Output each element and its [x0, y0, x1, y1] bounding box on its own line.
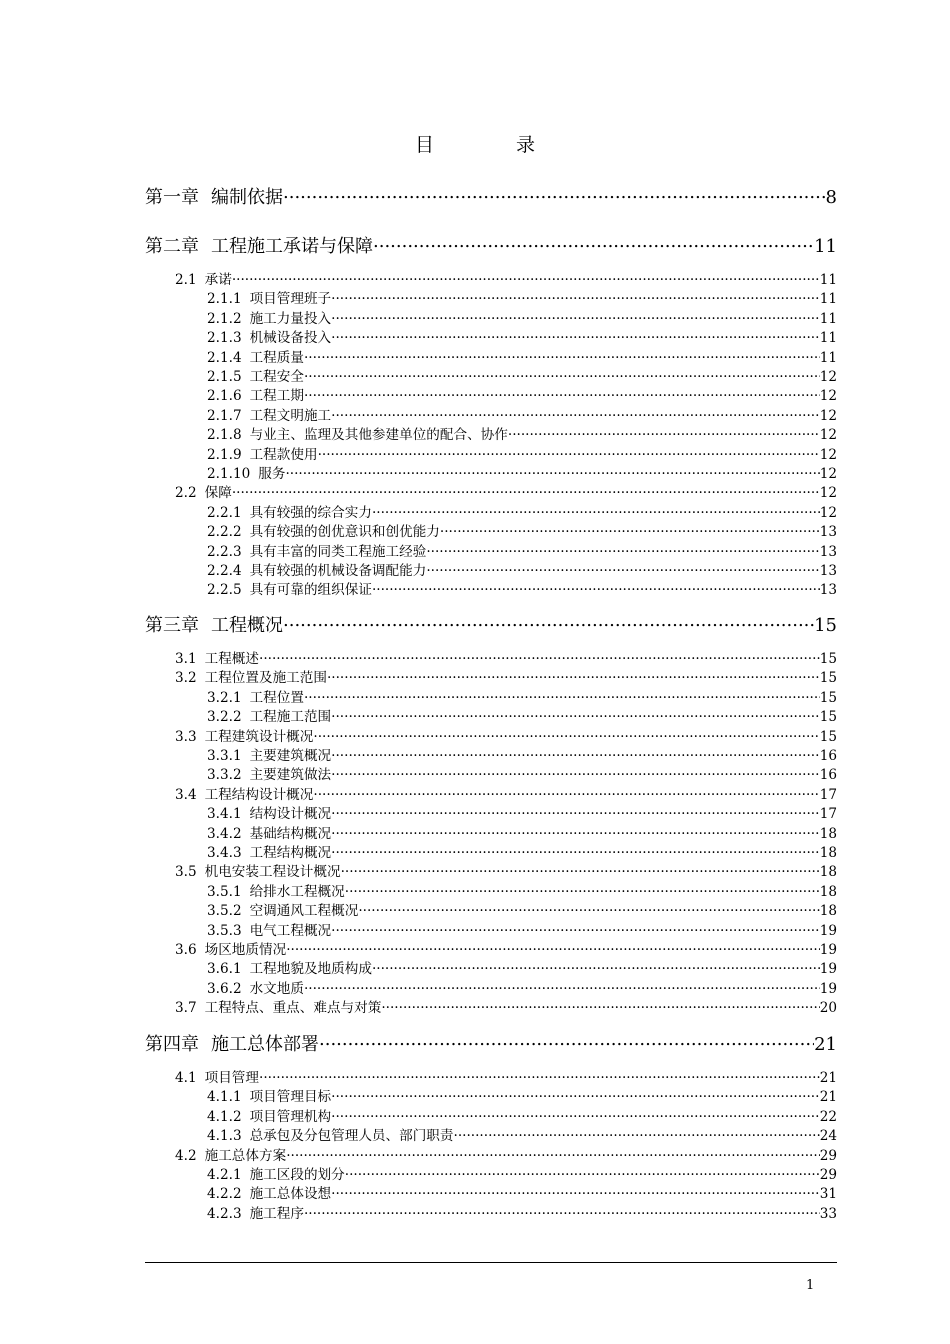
- toc-leader-dots: [283, 185, 826, 203]
- toc-entry-title: 工程安全: [249, 369, 304, 385]
- toc-entry-page: 17: [819, 786, 837, 803]
- toc-entry[interactable]: [145, 520, 837, 539]
- toc-entry-page: 33: [819, 1205, 837, 1222]
- toc-entry-title: 工程地貌及地质构成: [249, 961, 372, 978]
- toc-entry[interactable]: [145, 1202, 837, 1221]
- toc-entry-page: 21: [819, 1089, 837, 1106]
- toc-entry-page: 12: [819, 407, 837, 424]
- toc-entry-page: 11: [819, 291, 837, 308]
- toc-entry-number: 3.2: [175, 670, 197, 687]
- toc-entry[interactable]: [145, 423, 837, 442]
- toc-entry[interactable]: [145, 443, 837, 462]
- toc-leader-dots: [341, 863, 820, 877]
- toc-entry-title: 编制依据: [211, 187, 283, 208]
- toc-entry-number: 2.2.1: [207, 504, 242, 521]
- toc-entry-page: 15: [819, 709, 837, 726]
- toc-entry[interactable]: [145, 1085, 837, 1104]
- toc-entry[interactable]: [145, 1105, 837, 1124]
- toc-entry[interactable]: [145, 346, 837, 365]
- toc-entry-page: 13: [819, 543, 837, 560]
- toc-entry-number: 3.4.1: [207, 806, 242, 823]
- toc-entry-number: 2.2: [175, 485, 197, 502]
- toc-entry-number: 2.1.2: [207, 310, 242, 327]
- toc-entry[interactable]: [145, 287, 837, 306]
- toc-leader-dots: [286, 1146, 820, 1160]
- toc-entry-page: 12: [819, 485, 837, 502]
- toc-entry-number: 3.4: [175, 786, 197, 803]
- toc-entry-title: 工程施工承诺与保障: [211, 236, 373, 257]
- toc-entry[interactable]: [145, 611, 837, 637]
- toc-leader-dots: [331, 1185, 820, 1199]
- toc-leader-dots: [304, 1204, 820, 1218]
- toc-entry-title: 施工力量投入: [249, 310, 332, 327]
- toc-leader-dots: [426, 542, 819, 556]
- toc-entry[interactable]: [145, 647, 837, 666]
- toc-leader-dots: [327, 669, 820, 683]
- toc-entry-title: 总承包及分包管理人员、部门职责: [249, 1128, 454, 1145]
- toc-entry[interactable]: [145, 841, 837, 860]
- toc-entry-number: 3.6.1: [207, 961, 242, 978]
- toc-entry-page: 13: [819, 524, 837, 541]
- toc-entry-number: 2.1: [175, 272, 197, 288]
- toc-entry-number: 2.1.8: [207, 427, 242, 444]
- toc-entry-title: 工程结构设计概况: [204, 786, 314, 803]
- toc-entry-number: 2.1.7: [207, 407, 242, 424]
- toc-entry-title: 施工总体设想: [249, 1186, 332, 1203]
- toc-leader-dots: [286, 940, 820, 954]
- toc-entry[interactable]: [145, 1182, 837, 1201]
- toc-entry-number: 3.4.3: [207, 845, 242, 861]
- toc-entry-page: 12: [819, 369, 837, 385]
- toc-entry-number: 3.3.1: [207, 748, 242, 764]
- toc-entry-page: 15: [819, 651, 837, 667]
- toc-entry-number: 4.2.2: [207, 1186, 242, 1203]
- toc-leader-dots: [508, 426, 820, 440]
- toc-entry-number: 3.6.2: [207, 980, 242, 997]
- toc-entry-page: 12: [819, 388, 837, 405]
- page-number: 1: [806, 1278, 815, 1293]
- toc-leader-dots: [372, 503, 820, 517]
- toc-leader-dots: [331, 766, 820, 780]
- toc-leader-dots: [373, 234, 814, 252]
- toc-entry[interactable]: [145, 880, 837, 899]
- toc-entry[interactable]: [145, 404, 837, 423]
- toc-entry[interactable]: [145, 462, 837, 481]
- toc-entry-number: 3.3.2: [207, 767, 242, 784]
- toc-entry[interactable]: [145, 957, 837, 976]
- toc-entry[interactable]: [145, 307, 837, 326]
- toc-entry-title: 施工总体方案: [204, 1147, 287, 1164]
- toc-leader-dots: [331, 309, 820, 323]
- toc-entry-number: 第一章: [145, 187, 199, 208]
- toc-entry-title: 工程结构概况: [249, 845, 332, 861]
- toc-entry-title: 服务: [258, 466, 286, 482]
- toc-entry-number: 3.3: [175, 728, 197, 745]
- toc-leader-dots: [381, 999, 819, 1013]
- toc-leader-dots: [259, 649, 820, 663]
- toc-entry-number: 2.2.5: [207, 582, 242, 599]
- toc-leader-dots: [285, 464, 819, 478]
- toc-entry-title: 施工总体部署: [211, 1034, 319, 1055]
- toc-entry-number: 3.2.2: [207, 709, 242, 726]
- toc-entry-number: 2.1.3: [207, 330, 242, 347]
- toc-entry-number: 3.4.2: [207, 825, 242, 842]
- toc-entry-number: 3.6: [175, 942, 197, 958]
- toc-leader-dots: [331, 921, 820, 935]
- toc-entry-page: 13: [819, 563, 837, 579]
- toc-entry-number: 3.5: [175, 864, 197, 881]
- toc-entry-page: 15: [819, 670, 837, 687]
- toc-leader-dots: [331, 843, 820, 857]
- toc-leader-dots: [304, 367, 820, 381]
- toc-entry-page: 15: [814, 615, 837, 636]
- toc-entry[interactable]: [145, 183, 837, 209]
- toc-entry[interactable]: [145, 822, 837, 841]
- toc-leader-dots: [345, 1165, 820, 1179]
- toc-entry-title: 主要建筑做法: [249, 767, 332, 784]
- toc-entry-title: 具有较强的创优意识和创优能力: [249, 524, 440, 541]
- toc-entry[interactable]: [145, 977, 837, 996]
- toc-entry-number: 3.2.1: [207, 689, 242, 706]
- toc-entry-number: 第二章: [145, 236, 199, 257]
- toc-entry[interactable]: [145, 1144, 837, 1163]
- toc-entry[interactable]: [145, 326, 837, 345]
- toc-entry-title: 项目管理目标: [249, 1089, 332, 1106]
- toc-entry-title: 工程款使用: [249, 446, 318, 463]
- toc-leader-dots: [372, 960, 820, 974]
- toc-entry-number: 4.1.3: [207, 1128, 242, 1145]
- toc-entry-page: 29: [819, 1147, 837, 1164]
- toc-leader-dots: [313, 727, 819, 741]
- toc-leader-dots: [318, 445, 820, 459]
- toc-entry[interactable]: [145, 559, 837, 578]
- toc-entry[interactable]: [145, 384, 837, 403]
- toc-entry[interactable]: [145, 996, 837, 1015]
- toc-entry-number: 4.1.1: [207, 1089, 242, 1106]
- toc-entry-page: 19: [819, 980, 837, 997]
- toc-entry-title: 施工程序: [249, 1205, 304, 1222]
- toc-entry-title: 项目管理班子: [249, 291, 332, 308]
- toc-entry-title: 工程位置及施工范围: [204, 670, 327, 687]
- toc-entry-number: 4.1: [175, 1070, 197, 1086]
- toc-entry[interactable]: [145, 1124, 837, 1143]
- toc-entry-page: 12: [819, 427, 837, 444]
- toc-entry-page: 17: [819, 806, 837, 823]
- toc-entry-title: 给排水工程概况: [249, 883, 345, 900]
- toc-entry[interactable]: [145, 268, 837, 287]
- toc-leader-dots: [331, 746, 820, 760]
- toc-entry-page: 19: [819, 942, 837, 958]
- toc-leader-dots: [313, 785, 819, 799]
- toc-entry[interactable]: [145, 365, 837, 384]
- toc-entry-page: 16: [819, 748, 837, 764]
- toc-entry-number: 4.2.3: [207, 1205, 242, 1222]
- toc-entry-page: 8: [825, 187, 837, 208]
- toc-entry-title: 与业主、监理及其他参建单位的配合、协作: [249, 427, 508, 444]
- toc-leader-dots: [304, 688, 820, 702]
- toc-entry[interactable]: [145, 666, 837, 685]
- toc-entry-title: 项目管理机构: [249, 1108, 332, 1125]
- toc-entry-page: 12: [819, 446, 837, 463]
- toc-entry-title: 结构设计概况: [249, 806, 332, 823]
- toc-entry-page: 22: [819, 1108, 837, 1125]
- toc-entry-page: 18: [819, 845, 837, 861]
- toc-entry-title: 具有较强的综合实力: [249, 504, 372, 521]
- toc-entry-number: 第四章: [145, 1034, 199, 1055]
- toc-entry-page: 18: [819, 883, 837, 900]
- toc-entry[interactable]: [145, 938, 837, 957]
- toc-entry-page: 13: [819, 582, 837, 599]
- toc-entry[interactable]: [145, 232, 837, 258]
- toc-entry[interactable]: [145, 705, 837, 724]
- toc-entry-page: 19: [819, 922, 837, 939]
- toc-entry-number: 第三章: [145, 615, 199, 636]
- toc-leader-dots: [358, 902, 819, 916]
- toc-entry[interactable]: [145, 725, 837, 744]
- toc-entry-number: 2.1.10: [207, 466, 251, 482]
- toc-entry-page: 18: [819, 864, 837, 881]
- toc-entry-title: 具有较强的机械设备调配能力: [249, 563, 427, 579]
- toc-entry-number: 3.5.2: [207, 903, 242, 920]
- toc-entry-title: 承诺: [204, 272, 232, 288]
- toc-entry-title: 工程特点、重点、难点与对策: [204, 1000, 382, 1017]
- toc-entry-number: 2.2.2: [207, 524, 242, 541]
- toc-entry-page: 18: [819, 825, 837, 842]
- toc-leader-dots: [331, 708, 820, 722]
- toc-leader-dots: [232, 484, 820, 498]
- toc-entry[interactable]: [145, 919, 837, 938]
- toc-entry-title: 工程质量: [249, 349, 304, 366]
- toc-entry-title: 工程文明施工: [249, 407, 332, 424]
- toc-entry-page: 15: [819, 728, 837, 745]
- toc-entry[interactable]: [145, 481, 837, 500]
- toc-entry[interactable]: [145, 501, 837, 520]
- toc-entry-title: 主要建筑概况: [249, 748, 332, 764]
- toc-leader-dots: [331, 824, 820, 838]
- toc-entry-number: 2.2.3: [207, 543, 242, 560]
- toc-leader-dots: [331, 1088, 820, 1102]
- toc-leader-dots: [331, 805, 820, 819]
- toc-leader-dots: [440, 523, 820, 537]
- toc-leader-dots: [259, 1068, 820, 1082]
- toc-entry-number: 2.1.1: [207, 291, 242, 308]
- toc-entry-page: 11: [819, 272, 837, 288]
- toc-entry[interactable]: [145, 744, 837, 763]
- toc-leader-dots: [454, 1127, 820, 1141]
- toc-entry-number: 3.7: [175, 1000, 197, 1017]
- toc-entry-number: 2.1.9: [207, 446, 242, 463]
- toc-entry[interactable]: [145, 1163, 837, 1182]
- toc-entry[interactable]: [145, 860, 837, 879]
- toc-entry-title: 保障: [204, 485, 232, 502]
- toc-entry[interactable]: [145, 578, 837, 597]
- toc-leader-dots: [283, 613, 814, 631]
- toc-leader-dots: [426, 561, 819, 575]
- toc-entry[interactable]: [145, 1030, 837, 1056]
- toc-entry-page: 18: [819, 903, 837, 920]
- toc-entry-page: 11: [819, 330, 837, 347]
- toc-entry-title: 场区地质情况: [204, 942, 287, 958]
- toc-entry-page: 11: [819, 310, 837, 327]
- toc-entry-title: 机械设备投入: [249, 330, 332, 347]
- toc-leader-dots: [372, 581, 820, 595]
- toc-entry-title: 基础结构概况: [249, 825, 332, 842]
- toc-leader-dots: [304, 387, 820, 401]
- toc-entry-page: 12: [819, 504, 837, 521]
- toc-entry-title: 工程建筑设计概况: [204, 728, 314, 745]
- toc-leader-dots: [331, 329, 820, 343]
- toc-leader-dots: [319, 1032, 814, 1050]
- toc-leader-dots: [304, 979, 820, 993]
- toc-entry-page: 29: [819, 1167, 837, 1183]
- toc-entry[interactable]: [145, 1066, 837, 1085]
- toc-entry-number: 2.1.5: [207, 369, 242, 385]
- toc-entry-title: 具有可靠的组织保证: [249, 582, 372, 599]
- toc-entry-number: 2.1.6: [207, 388, 242, 405]
- toc-entry[interactable]: [145, 540, 837, 559]
- toc-entry[interactable]: [145, 802, 837, 821]
- page-title: 目 录: [414, 134, 574, 156]
- toc-entry-title: 空调通风工程概况: [249, 903, 359, 920]
- toc-entry-number: 2.2.4: [207, 563, 242, 579]
- toc-entry-title: 项目管理: [204, 1070, 259, 1086]
- toc-leader-dots: [345, 882, 820, 896]
- toc-entry-title: 电气工程概况: [249, 922, 332, 939]
- toc-entry-page: 19: [819, 961, 837, 978]
- toc-entry-number: 3.1: [175, 651, 197, 667]
- toc-entry-page: 15: [819, 689, 837, 706]
- toc-entry-page: 21: [819, 1070, 837, 1086]
- toc-entry-number: 4.2: [175, 1147, 197, 1164]
- toc-entry-number: 2.1.4: [207, 349, 242, 366]
- footer-divider: [145, 1262, 837, 1263]
- toc-entry-page: 11: [814, 236, 837, 257]
- toc-entry-title: 工程概述: [204, 651, 259, 667]
- toc-entry-page: 24: [819, 1128, 837, 1145]
- toc-entry-page: 20: [819, 1000, 837, 1017]
- toc-entry-number: 4.2.1: [207, 1167, 242, 1183]
- toc-entry-title: 施工区段的划分: [249, 1167, 345, 1183]
- toc-entry-page: 16: [819, 767, 837, 784]
- toc-entry-number: 4.1.2: [207, 1108, 242, 1125]
- toc-entry-page: 31: [819, 1186, 837, 1203]
- toc-entry-page: 11: [819, 349, 837, 366]
- toc-entry[interactable]: [145, 763, 837, 782]
- toc-leader-dots: [331, 406, 820, 420]
- toc-entry[interactable]: [145, 783, 837, 802]
- toc-entry-page: 12: [819, 466, 837, 482]
- toc-leader-dots: [331, 290, 820, 304]
- toc-entry-number: 3.5.1: [207, 883, 242, 900]
- toc-leader-dots: [331, 1107, 820, 1121]
- toc-leader-dots: [304, 348, 820, 362]
- toc-entry[interactable]: [145, 686, 837, 705]
- toc-entry-title: 工程位置: [249, 689, 304, 706]
- toc-entry-number: 3.5.3: [207, 922, 242, 939]
- toc-entry-title: 工程施工范围: [249, 709, 332, 726]
- toc-entry-page: 21: [814, 1034, 837, 1055]
- toc-entry[interactable]: [145, 899, 837, 918]
- toc-entry-title: 机电安装工程设计概况: [204, 864, 341, 881]
- toc-entry-title: 工程工期: [249, 388, 304, 405]
- toc-entry-title: 具有丰富的同类工程施工经验: [249, 543, 427, 560]
- toc-entry-title: 工程概况: [211, 615, 283, 636]
- toc-entry-title: 水文地质: [249, 980, 304, 997]
- toc-leader-dots: [232, 270, 820, 284]
